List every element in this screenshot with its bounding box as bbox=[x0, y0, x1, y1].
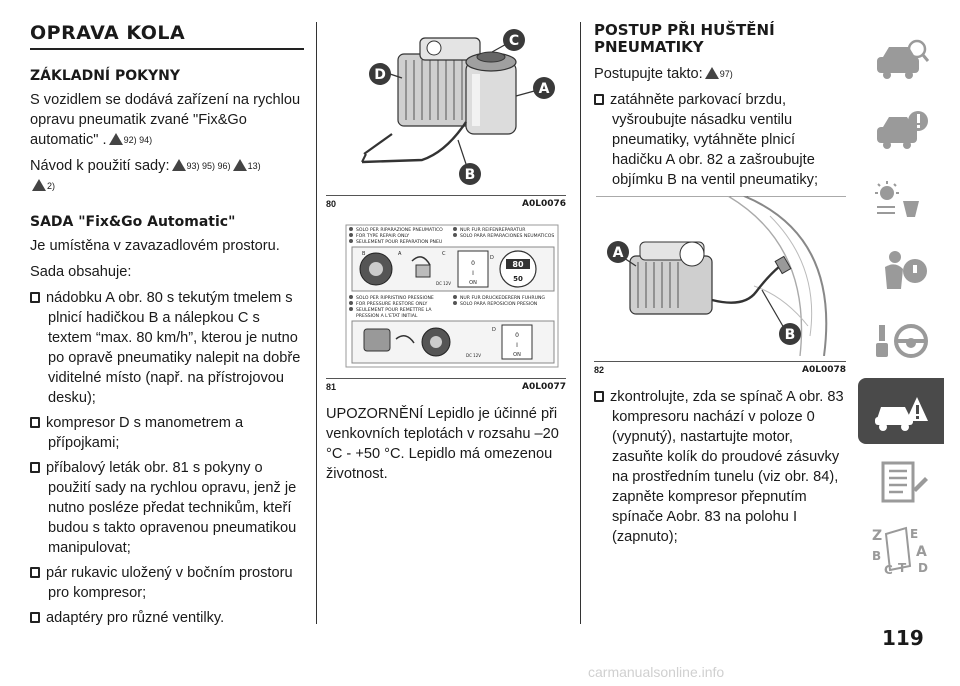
svg-text:DC 12V: DC 12V bbox=[466, 353, 481, 358]
dashboard-lights-icon bbox=[873, 179, 929, 223]
figure-number: 80 bbox=[326, 199, 337, 209]
checkbox-bullet-icon bbox=[30, 567, 40, 578]
left-column bbox=[30, 22, 304, 633]
svg-text:C: C bbox=[508, 33, 520, 49]
svg-text:SOLO PER RIPRISTINO PRESSIONE: SOLO PER RIPRISTINO PRESSIONE bbox=[356, 296, 434, 301]
ref-note: 93) 95) 96) bbox=[186, 161, 231, 171]
car-breakdown-icon bbox=[873, 389, 929, 433]
callout-d bbox=[369, 63, 391, 85]
compressor-kit-illustration bbox=[326, 22, 566, 190]
alphabet-index-icon bbox=[870, 526, 932, 576]
checkbox-bullet-icon bbox=[594, 94, 604, 105]
page-title: OPRAVA KOLA bbox=[30, 22, 304, 50]
figure-number: 82 bbox=[594, 365, 605, 375]
svg-text:80: 80 bbox=[512, 260, 524, 269]
right-column bbox=[594, 22, 846, 552]
kit-location: Je umístěna v zavazadlovém prostoru. bbox=[30, 238, 280, 254]
callout-b bbox=[779, 323, 801, 345]
procedure-intro: Postupujte takto: 97) bbox=[594, 66, 733, 82]
svg-text:DC 12V: DC 12V bbox=[436, 281, 451, 286]
svg-text:A: A bbox=[612, 245, 624, 261]
ref-note: 97) bbox=[719, 69, 733, 79]
procedure-list-1 bbox=[594, 90, 846, 190]
warning-triangle-icon bbox=[705, 67, 719, 79]
chapter-tab-car-warning[interactable] bbox=[858, 98, 944, 164]
svg-text:B: B bbox=[464, 167, 476, 183]
svg-text:SEULEMENT POUR REPARATION PNEU: SEULEMENT POUR REPARATION PNEU bbox=[356, 240, 443, 245]
svg-text:0: 0 bbox=[471, 260, 475, 267]
airbag-seat-icon bbox=[873, 249, 929, 293]
chapter-tab-steering-wheel[interactable] bbox=[858, 308, 944, 374]
kit-contents-label: Sada obsahuje: bbox=[30, 264, 132, 280]
chapter-tab-alphabet-index[interactable] bbox=[858, 518, 944, 584]
page-number: 119 bbox=[882, 626, 924, 650]
chapter-sidebar bbox=[858, 28, 954, 588]
svg-text:D: D bbox=[374, 67, 386, 83]
list-item: pár rukavic uložený v bočním prostoru pro kompresor; bbox=[30, 563, 304, 603]
svg-text:FOR PRESSURE RESTORE ONLY: FOR PRESSURE RESTORE ONLY bbox=[356, 302, 428, 307]
svg-text:50: 50 bbox=[513, 275, 523, 283]
svg-text:SOLO PARA REPARACIONES NEUMATI: SOLO PARA REPARACIONES NEUMATICOS bbox=[460, 234, 555, 239]
svg-text:I: I bbox=[472, 270, 474, 277]
svg-text:C: C bbox=[442, 251, 446, 257]
svg-text:NUR FUR REIFENREPARATUR: NUR FUR REIFENREPARATUR bbox=[460, 228, 526, 233]
middle-column bbox=[326, 22, 566, 490]
figure-code: A0L0076 bbox=[521, 199, 566, 209]
car-info-icon bbox=[873, 39, 929, 83]
figure-caption bbox=[594, 361, 846, 375]
svg-text:D: D bbox=[490, 255, 494, 261]
figure-code: A0L0077 bbox=[521, 382, 566, 392]
steering-wheel-icon bbox=[873, 319, 929, 363]
svg-text:A: A bbox=[398, 251, 402, 257]
callout-a bbox=[607, 241, 629, 263]
svg-text:0: 0 bbox=[515, 332, 519, 339]
sealant-warning: UPOZORNĚNÍ Lepidlo je účinné při venkovních teplotách v rozsahu –20 °C - +50 °C. Lepidlo má omezenou životnost. bbox=[326, 406, 559, 482]
service-list-icon bbox=[873, 459, 929, 503]
chapter-tab-car-breakdown[interactable] bbox=[858, 378, 944, 444]
procedure-list-2 bbox=[594, 387, 846, 547]
ref-note: 2) bbox=[47, 181, 56, 191]
figure-caption bbox=[326, 195, 566, 209]
svg-text:SEULEMENT POUR REMETTRE LA: SEULEMENT POUR REMETTRE LA bbox=[356, 308, 432, 313]
svg-text:NUR FUR DRUCKEDERERN FUHRUNG: NUR FUR DRUCKEDERERN FUHRUNG bbox=[460, 296, 545, 301]
list-item: adaptéry pro různé ventilky. bbox=[30, 608, 304, 628]
svg-text:Z: Z bbox=[872, 528, 883, 544]
ref-note: 13) bbox=[247, 161, 261, 171]
usage-paragraph: Návod k použití sady: 93) 95) 96) 13) 2) bbox=[30, 158, 261, 191]
chapter-tab-service-list[interactable] bbox=[858, 448, 944, 514]
checkbox-bullet-icon bbox=[30, 462, 40, 473]
svg-text:C: C bbox=[884, 563, 893, 576]
basic-instructions-heading: ZÁKLADNÍ POKYNY bbox=[30, 68, 181, 84]
svg-text:E: E bbox=[910, 527, 919, 541]
kit-contents-list bbox=[30, 288, 304, 628]
car-warning-icon bbox=[873, 109, 929, 153]
svg-text:FOR TYPE REPAIR ONLY: FOR TYPE REPAIR ONLY bbox=[356, 234, 410, 239]
instruction-leaflet-illustration bbox=[326, 221, 566, 373]
svg-text:A: A bbox=[916, 544, 927, 560]
figure-81 bbox=[326, 221, 566, 392]
chapter-tab-car-info[interactable] bbox=[858, 28, 944, 94]
inflation-procedure-heading: POSTUP PŘI HUŠTĚNÍ PNEUMATIKY bbox=[594, 21, 775, 56]
list-item: příbalový leták obr. 81 s pokyny o použití sady na rychlou opravu, jenž je nutno posléze předat technikům, kteří budou s takto opravenou pneumatikou manipulovat; bbox=[30, 458, 304, 558]
svg-text:SOLO PER RIPARAZIONE PNEUMATIC: SOLO PER RIPARAZIONE PNEUMATICO bbox=[356, 228, 443, 233]
ref-note: 92) 94) bbox=[123, 135, 153, 145]
svg-text:I: I bbox=[516, 342, 518, 349]
list-item: zkontrolujte, zda se spínač A obr. 83 kompresoru nachází v poloze 0 (vypnutý), nastartujte motor, zasuňte kolík do proudové zásuvky na prostředním tunelu (viz obr. 84), zapněte kompresor přepnutím spínače Aobr. 83 na polohu I (zapnuto); bbox=[594, 387, 846, 547]
figure-number: 81 bbox=[326, 382, 337, 392]
figure-82 bbox=[594, 196, 846, 375]
list-item: zatáhněte parkovací brzdu, vyšroubujte násadku ventilu pneumatiky, vytáhněte plnicí hadičku A obr. 82 a zašroubujte objímku B na ventil pneumatiky; bbox=[594, 90, 846, 190]
intro-paragraph: S vozidlem se dodává zařízení na rychlou opravu pneumatik zvané "Fix&Go automatic" . 92) 94) bbox=[30, 92, 301, 148]
checkbox-bullet-icon bbox=[30, 292, 40, 303]
svg-text:B: B bbox=[362, 251, 366, 257]
svg-text:B: B bbox=[784, 327, 796, 343]
list-item: nádobku A obr. 80 s tekutým tmelem s plnicí hadičkou B a nálepkou C s textem “max. 80 km/h”, kterou je nutno po opravě pneumatiky nalepit na dobře viditelné místo (např. na přístrojovou desku); bbox=[30, 288, 304, 408]
svg-text:D: D bbox=[492, 327, 496, 333]
warning-triangle-icon bbox=[32, 179, 46, 191]
svg-text:B: B bbox=[872, 549, 882, 563]
column-divider bbox=[580, 22, 581, 624]
hose-on-valve-illustration bbox=[594, 196, 846, 356]
column-divider bbox=[316, 22, 317, 624]
figure-caption bbox=[326, 378, 566, 392]
figure-code: A0L0078 bbox=[801, 365, 846, 375]
list-item: kompresor D s manometrem a přípojkami; bbox=[30, 413, 304, 453]
svg-text:ON: ON bbox=[513, 352, 521, 358]
warning-triangle-icon bbox=[109, 133, 123, 145]
chapter-tab-dashboard-lights[interactable] bbox=[858, 168, 944, 234]
warning-triangle-icon bbox=[172, 159, 186, 171]
checkbox-bullet-icon bbox=[594, 391, 604, 402]
figure-80 bbox=[326, 22, 566, 209]
svg-text:D: D bbox=[918, 561, 928, 575]
kit-heading: SADA "Fix&Go Automatic" bbox=[30, 214, 236, 230]
checkbox-bullet-icon bbox=[30, 612, 40, 623]
checkbox-bullet-icon bbox=[30, 417, 40, 428]
svg-text:T: T bbox=[898, 561, 907, 575]
warning-triangle-icon bbox=[233, 159, 247, 171]
svg-text:A: A bbox=[538, 81, 550, 97]
watermark: carmanualsonline.info bbox=[588, 664, 725, 680]
chapter-tab-airbag-seat[interactable] bbox=[858, 238, 944, 304]
callout-b bbox=[459, 163, 481, 185]
svg-text:ON: ON bbox=[469, 280, 477, 286]
callout-c bbox=[503, 29, 525, 51]
callout-a bbox=[533, 77, 555, 99]
svg-text:SOLO PARA REPOSICION PRESION: SOLO PARA REPOSICION PRESION bbox=[460, 302, 538, 307]
svg-text:PRESSION A L'ETAT INITIAL: PRESSION A L'ETAT INITIAL bbox=[356, 314, 418, 319]
